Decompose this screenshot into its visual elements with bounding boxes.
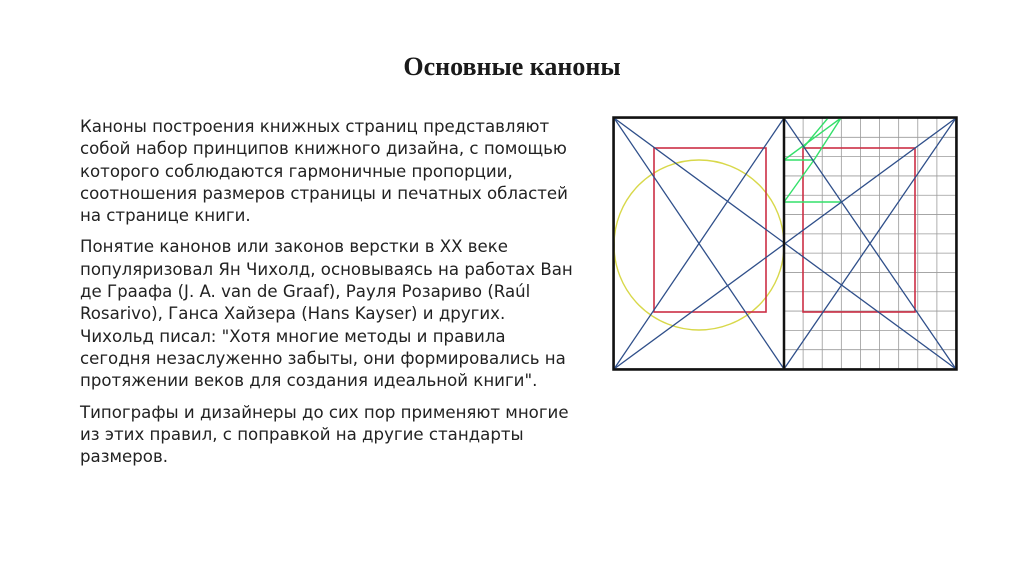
construction-line-5 xyxy=(784,160,814,202)
slide-body xyxy=(80,116,580,477)
page-canon-diagram xyxy=(612,116,958,371)
construction-line-3 xyxy=(814,118,841,160)
harmony-circle xyxy=(614,160,784,330)
paragraph-1: Каноны построения книжных страниц представляют собой набор принципов книжного дизайна, с помощью которого соблюдаются гармоничные пропорции, соотношения размеров страницы и печатных областей на странице книги. xyxy=(80,117,568,226)
canon-diagram-svg xyxy=(612,116,958,371)
slide-title: Основные каноны xyxy=(403,52,621,81)
paragraph-2: Понятие канонов или законов верстки в XX веке популяризовал Ян Чихолд, основываясь на работах Ван де Граафа (J. A. van de Graaf), Рауля Розариво (Raúl Rosarivo), Ганса Хайзера (Hans Kayser) и других. Чихольд писал: "Хотя многие методы и правила сегодня незаслуженно забыты, они формировались на протяжении веков для создания идеальной книги". xyxy=(80,237,573,391)
right-text-block xyxy=(803,148,915,312)
left-text-block xyxy=(654,148,766,312)
paragraph-3: Типографы и дизайнеры до сих пор применяют многие из этих правил, с поправкой на другие стандарты размеров. xyxy=(80,402,569,467)
construction-line-1 xyxy=(784,118,841,160)
